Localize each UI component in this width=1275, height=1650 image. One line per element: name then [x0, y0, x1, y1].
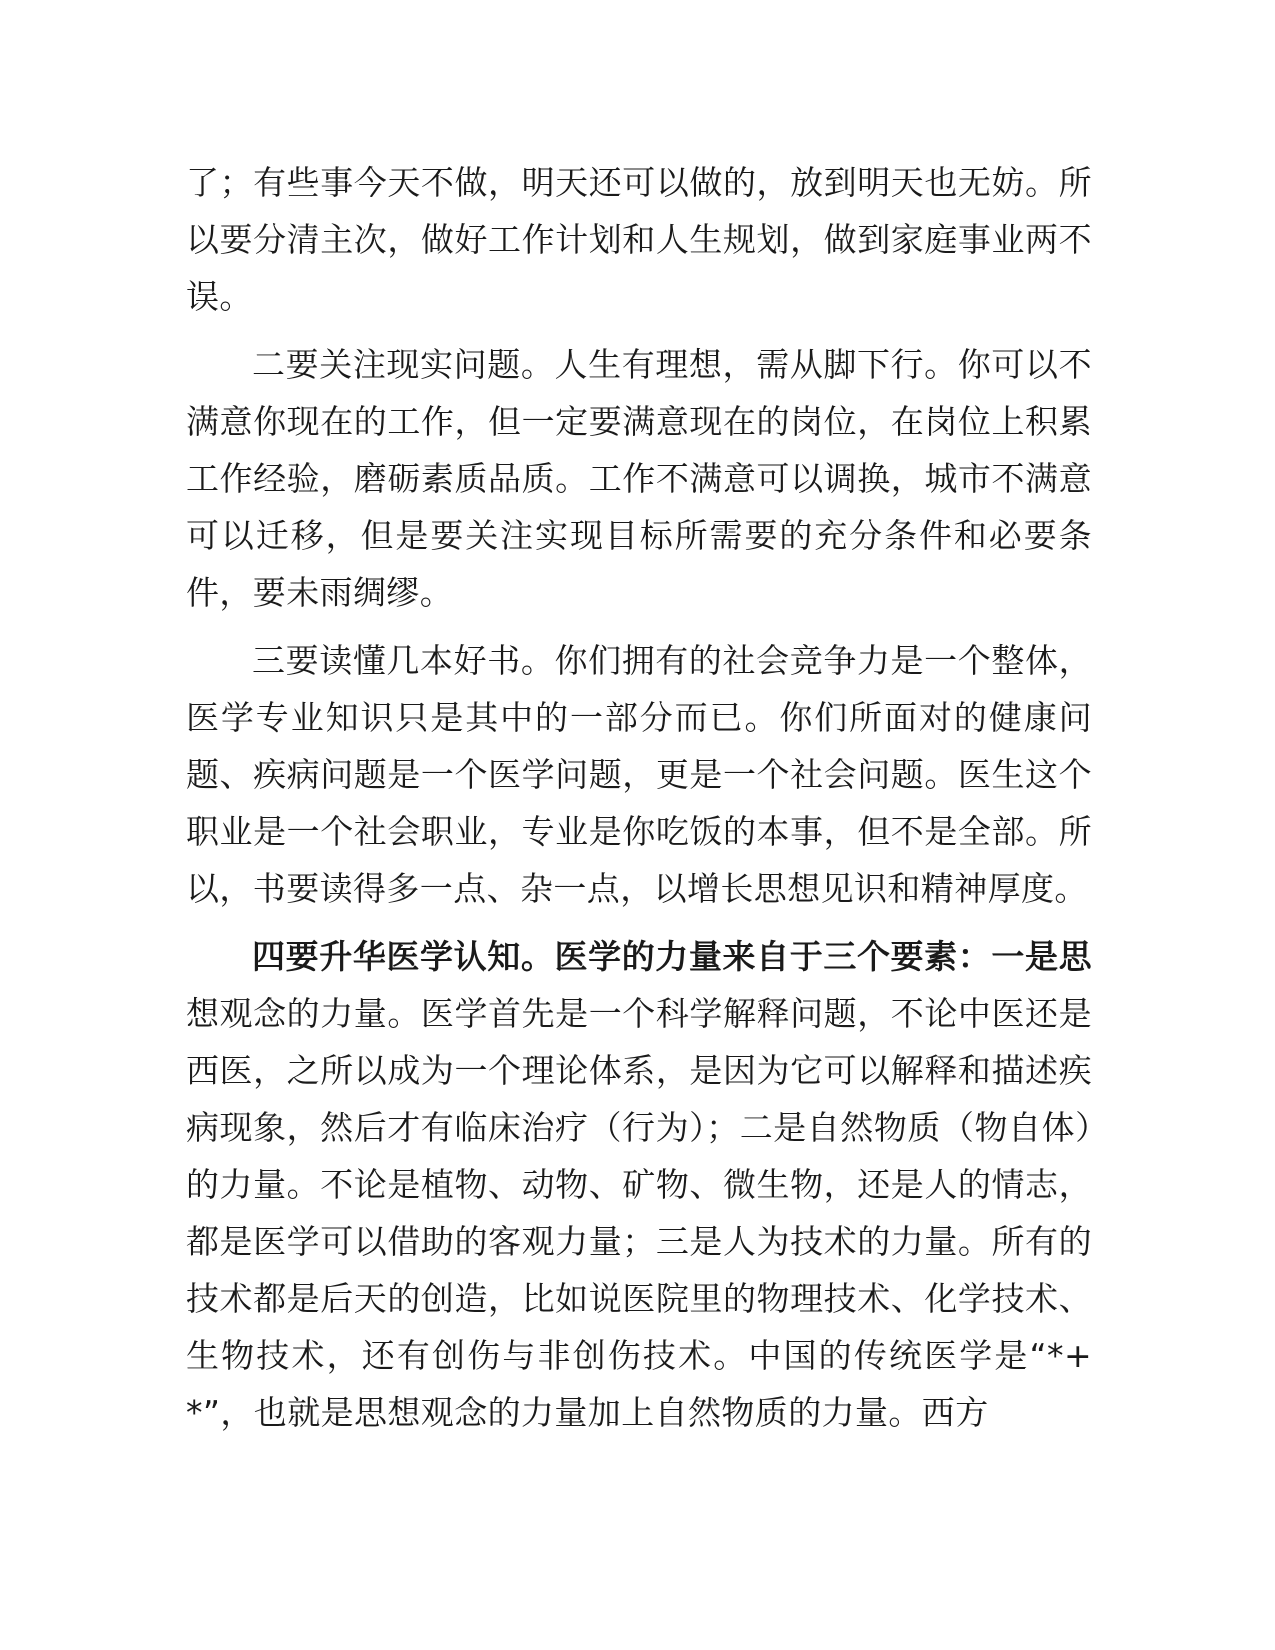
- paragraph-fourth-lead: 四要升华医学认知。医学的力量来自于三个要素：一是思: [252, 937, 1092, 976]
- paragraph-fourth-text: 想观念的力量。医学首先是一个科学解释问题，不论中医还是西医，之所以成为一个理论体系，是因为它可以解释和描述疾病现象，然后才有临床治疗（行为）；二是自然物质（物自体）的力量。不论是植物、动物、矿物、微生物，还是人的情志，都是医学可以借助的客观力量；三是人为技术的力量。所有的技术都是后天的创造，比如说医院里的物理技术、化学技术、生物技术，还有创伤与非创伤技术。中国的传统医学是“*+*”，也就是思想观念的力量加上自然物质的力量。西方: [186, 994, 1092, 1432]
- paragraph-continuation: 了；有些事今天不做，明天还可以做的，放到明天也无妨。所以要分清主次，做好工作计划和人生规划，做到家庭事业两不误。: [186, 163, 1092, 316]
- paragraph-third-point: 三要读懂几本好书。你们拥有的社会竞争力是一个整体，医学专业知识只是其中的一部分而已。你们所面对的健康问题、疾病问题是一个医学问题，更是一个社会问题。医生这个职业是一个社会职业，专业是你吃饭的本事，但不是全部。所以，书要读得多一点、杂一点，以增长思想见识和精神厚度。: [186, 641, 1092, 908]
- paragraph-second-point: 二要关注现实问题。人生有理想，需从脚下行。你可以不满意你现在的工作，但一定要满意现在的岗位，在岗位上积累工作经验，磨砺素质品质。工作不满意可以调换，城市不满意可以迁移，但是要关注实现目标所需要的充分条件和必要条件，要未雨绸缪。: [186, 345, 1092, 612]
- paragraph-fourth-point: [186, 928, 1092, 1441]
- document-body: [186, 154, 1092, 1441]
